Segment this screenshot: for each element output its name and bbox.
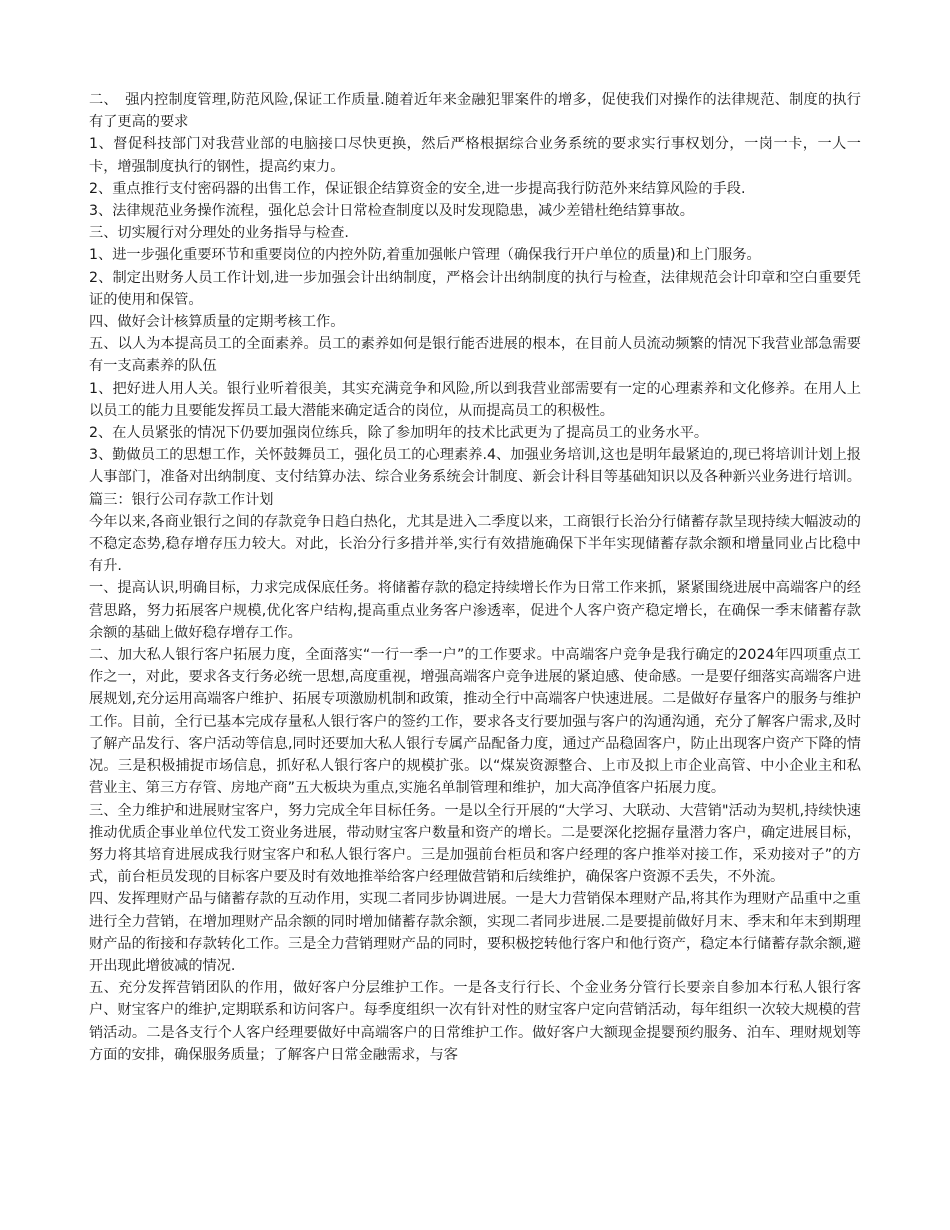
paragraph-intro-part-3: 今年以来,各商业银行之间的存款竞争日趋白热化，尤其是进入二季度以来，工商银行长治分行储蓄存款呈现持续大幅波动的不稳定态势,稳存增存压力较大。对此，长治分行多措并举,实行有效措施确保下半年实现储蓄存款余额和增量同业占比稳中有升. (89, 513, 861, 575)
paragraph-item-5-3: 3、勤做员工的思想工作，关怀鼓舞员工，强化员工的心理素养.4、加强业务培训,这也是明年最紧迫的,现已将培训计划上报人事部门，准备对出纳制度、支付结算办法、综合业务系统会计制度、新会计科目等基础知识以及各种新兴业务进行培训。篇三：银行公司存款工作计划 (89, 447, 861, 508)
paragraph-item-2-3: 3、法律规范业务操作流程，强化总会计日常检查制度以及时发现隐患，减少差错杜绝结算事故。 (89, 203, 694, 220)
paragraph-part3-section-2: 二、加大私人银行客户拓展力度，全面落实“一行一季一户”的工作要求。中高端客户竞争是我行确定的2024年四项重点工作之一，对此，要求各支行务必统一思想,高度重视，增强高端客户竞争进展的紧迫感、使命感。一是要仔细落实高端客户进展规划,充分运用高端客户维护、拓展专项激励机制和政策，推动全行中高端客户快速进展。二是做好存量客户的服务与维护工作。目前，全行已基本完成存量私人银行客户的签约工作，要求各支行要加强与客户的沟通沟通，充分了解客户需求,及时了解产品发行、客户活动等信息,同时还要加大私人银行专属产品配备力度，通过产品稳固客户，防止出现客户资产下降的情况。三是积极捕捉市场信息，抓好私人银行客户的规模扩张。以“煤炭资源整合、上市及拟上市企业高管、中小企业主和私营业主、第三方存管、房地产商”五大板块为重点,实施名单制管理和维护，加大高净值客户拓展力度。 (89, 647, 861, 797)
paragraph-item-3-2: 2、制定出财务人员工作计划,进一步加强会计出纳制度，严格会计出纳制度的执行与检查，法律规范会计印章和空白重要凭证的使用和保管。 (89, 269, 861, 308)
document-body (89, 89, 861, 1066)
paragraph-part3-section-1: 一、提高认识,明确目标，力求完成保底任务。将储蓄存款的稳定持续增长作为日常工作来抓，紧紧围绕进展中高端客户的经营思路，努力拓展客户规模,优化客户结构,提高重点业务客户渗透率，促进个人客户资产稳定增长，在确保一季末储蓄存款余额的基础上做好稳存增存工作。 (89, 580, 861, 641)
paragraph-item-2-1: 1、督促科技部门对我营业部的电脑接口尽快更换，然后严格根据综合业务系统的要求实行事权划分，一岗一卡，一人一卡，增强制度执行的钢性，提高约束力。 (89, 136, 861, 175)
paragraph-section-4: 四、做好会计核算质量的定期考核工作。 (89, 314, 345, 331)
paragraph-part3-section-5: 五、充分发挥营销团队的作用，做好客户分层维护工作。一是各支行行长、个金业务分管行长要亲自参加本行私人银行客户、财宝客户的维护,定期联系和访问客户。每季度组织一次有针对性的财宝客户定向营销活动，每年组织一次较大规模的营销活动。二是各支行个人客户经理要做好中高端客户的日常维护工作。做好客户大额现金提婴预约服务、泊车、理财规划等方面的安排，确保服务质量；了解客户日常金融需求，与客 (89, 980, 861, 1063)
paragraph-section-3: 三、切实履行对分理处的业务指导与检查. (89, 225, 349, 242)
paragraph-section-2: 二、 强内控制度管理,防范风险,保证工作质量.随着近年来金融犯罪案件的增多，促使我们对操作的法律规范、制度的执行有了更高的要求 (89, 92, 861, 131)
paragraph-item-3-1: 1、进一步强化重要环节和重要岗位的内控外防,着重加强帐户管理（确保我行开户单位的质量)和上门服务。 (89, 247, 761, 264)
paragraph-item-5-2: 2、在人员紧张的情况下仍要加强岗位练兵，除了参加明年的技术比武更为了提高员工的业务水平。 (89, 425, 709, 442)
paragraph-part3-section-3: 三、全力维护和进展财宝客户，努力完成全年目标任务。一是以全行开展的“大学习、大联动、大营销"活动为契机,持续快速推动优质企事业单位代发工资业务进展，带动财宝客户数量和资产的增长。二是要深化挖掘存量潜力客户，确定进展目标，努力将其培育进展成我行财宝客户和私人银行客户。三是加强前台柜员和客户经理的客户推举对接工作，采劝接对子”的方式，前台柜员发现的目标客户要及时有效地推举给客户经理做营销和后续维护，确保客户资源不丢失，不外流。 (89, 802, 861, 886)
paragraph-item-2-2: 2、重点推行支付密码器的出售工作，保证银企结算资金的安全,进一步提高我行防范外来结算风险的手段. (89, 180, 746, 197)
paragraph-section-5: 五、以人为本提高员工的全面素养。员工的素养如何是银行能否进展的根本，在目前人员流动频繁的情况下我营业部急需要有一支高素养的队伍 (89, 336, 861, 375)
paragraph-part3-section-4: 四、发挥理财产品与储蓄存款的互动作用，实现二者同步协调进展。一是大力营销保本理财产品,将其作为理财产品重中之重进行全力营销，在增加理财产品余额的同时增加储蓄存款余额，实现二者同步进展.二是要提前做好月末、季末和年末到期理财产品的衔接和存款转化工作。三是全力营销理财产品的同时，要积极挖转他行客户和他行资产，稳定本行储蓄存款余额,避开出现此增彼减的情况. (89, 891, 861, 974)
paragraph-item-5-1: 1、把好进人用人关。银行业听着很美，其实充满竞争和风险,所以到我营业部需要有一定的心理素养和文化修养。在用人上以员工的能力且要能发挥员工最大潜能来确定适合的岗位，从而提高员工的积极性。 (89, 380, 861, 419)
